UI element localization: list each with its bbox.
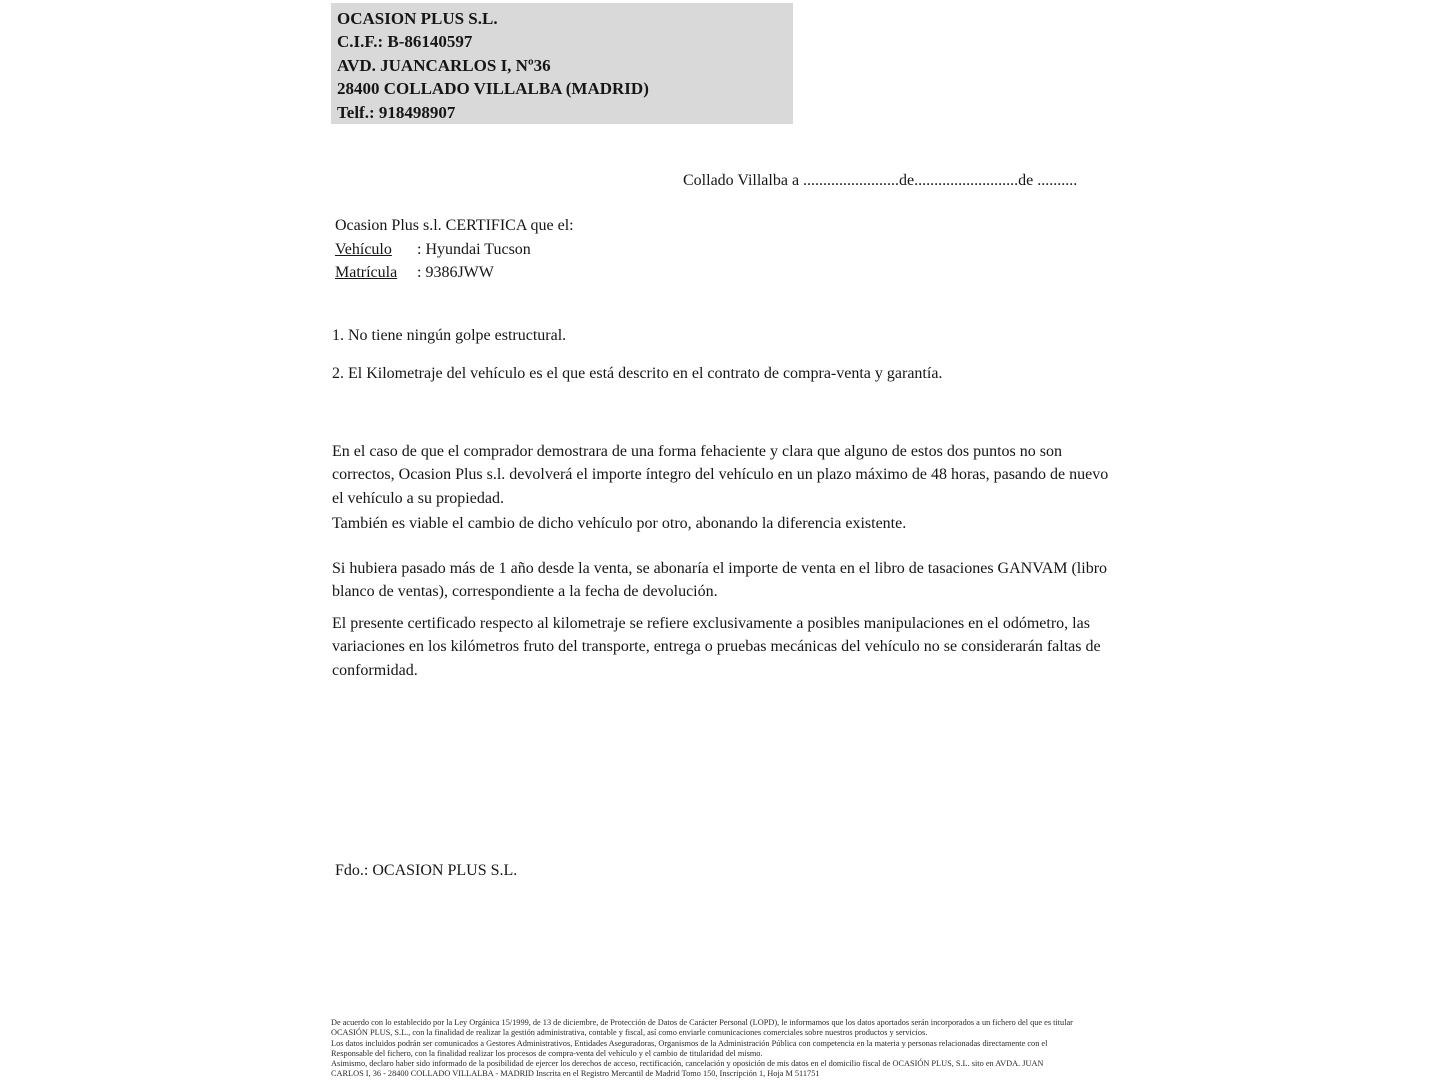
legal-line: Responsable del fichero, con la finalidad realizar los procesos de compra-venta del vehículo y el cambio de titularidad del mismo. xyxy=(331,1048,763,1058)
vehicle-label: Vehículo xyxy=(335,241,392,258)
company-cif: C.I.F.: B-86140597 xyxy=(337,32,473,52)
company-city: 28400 COLLADO VILLALBA (MADRID) xyxy=(337,79,649,99)
paragraph-odometer: El presente certificado respecto al kilometraje se refiere exclusivamente a posibles manipulaciones en el odómetro, las variaciones en los kilómetros fruto del transporte, entrega o pruebas mecánicas del vehículo no se considerarán faltas de conformidad. xyxy=(332,615,1101,679)
legal-line: De acuerdo con lo establecido por la Ley Orgánica 15/1999, de 13 de diciembre, de Protección de Datos de Carácter Personal (LOPD), le informamos que los datos aportados serán incorporados a un fichero del que es titular xyxy=(331,1018,1073,1027)
paragraph-exchange: También es viable el cambio de dicho vehículo por otro, abonando la diferencia existente. xyxy=(332,515,907,532)
vehicle-value: : Hyundai Tucson xyxy=(417,241,531,258)
condition-point-2: 2. El Kilometraje del vehículo es el que está descrito en el contrato de compra-venta y garantía. xyxy=(332,365,943,382)
legal-line: Asimismo, declaro haber sido informado de la posibilidad de ejercer los derechos de acceso, rectificación, cancelación y oposición de mis datos en el domicilio fiscal de OCASIÓN PLUS, S.L. sito en AVDA. JUAN xyxy=(331,1059,1044,1069)
plate-row xyxy=(335,264,494,282)
condition-point-1: 1. No tiene ningún golpe estructural. xyxy=(332,327,567,344)
paragraph-refund: En el caso de que el comprador demostrara de una forma fehaciente y clara que alguno de estos dos puntos no son correctos, Ocasion Plus s.l. devolverá el importe íntegro del vehículo en un plazo máximo de 48 horas, pasando de nuevo el vehículo a su propiedad. xyxy=(332,443,1109,507)
date-line: Collado Villalba a ........................de..........................de .......... xyxy=(683,172,1078,189)
company-name: OCASION PLUS S.L. xyxy=(337,9,498,28)
company-header-box xyxy=(331,3,793,124)
paragraph-ganvam: Si hubiera pasado más de 1 año desde la venta, se abonaría el importe de venta en el libro de tasaciones GANVAM (libro blanco de ventas), correspondiente a la fecha de devolución. xyxy=(332,560,1108,601)
company-address: AVD. JUANCARLOS I, Nº36 xyxy=(337,55,551,75)
certifies-intro: Ocasion Plus s.l. CERTIFICA que el: xyxy=(335,217,574,234)
plate-label: Matrícula xyxy=(335,264,398,281)
legal-line: OCASIÓN PLUS, S.L., con la finalidad de realizar la gestión administrativa, contable y fiscal, así como enviarle comunicaciones comerciales sobre nuestros productos y servicios. xyxy=(331,1028,928,1038)
company-phone: Telf.: 918498907 xyxy=(337,102,456,122)
plate-value: : 9386JWW xyxy=(417,264,494,281)
legal-footer xyxy=(331,1018,1113,1080)
signature-line: Fdo.: OCASION PLUS S.L. xyxy=(335,862,518,879)
legal-line: Los datos incluidos podrán ser comunicados a Gestores Administrativos, Entidades Aseguradoras, Organismos de la Administración Pública con competencia en la materia y personas relacionadas directamente con el xyxy=(331,1038,1048,1048)
vehicle-row xyxy=(335,241,531,259)
legal-line: CARLOS I, 36 - 28400 COLLADO VILLALBA - MADRID Inscrita en el Registro Mercantil de Madrid Tomo 150, Inscripción 1, Hoja M 511751 xyxy=(331,1069,820,1079)
